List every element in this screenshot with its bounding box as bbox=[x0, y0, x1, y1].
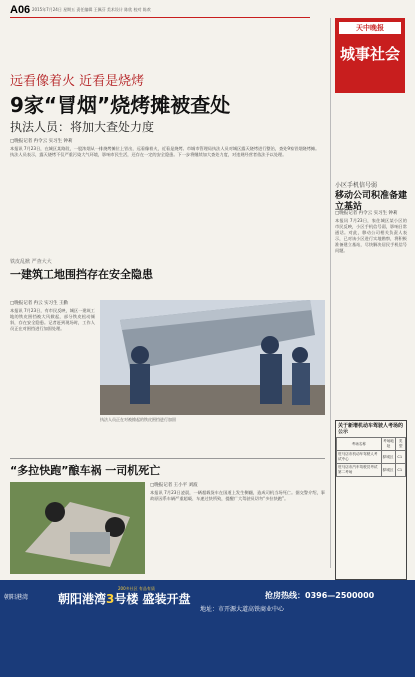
second-kicker: 铁皮乱掀 严查大大 bbox=[10, 259, 52, 265]
sidebar-article bbox=[335, 210, 407, 415]
lead-paragraph: 本报讯 7月23日，在城区某路段，一股浓烟从一排烧烤摊位上冒出，远看像着火，近看是烧烤。市城市管理局执法人员对城区露天烧烤进行整治，查处9家冒烟烧烤摊。 bbox=[10, 146, 320, 151]
notice-box bbox=[335, 420, 407, 580]
column-divider bbox=[330, 18, 331, 568]
table-cell: C1 bbox=[396, 451, 406, 464]
lead-article bbox=[10, 138, 320, 256]
crash-byline: □晚报记者 王小平 刘波 bbox=[150, 483, 198, 488]
crash-article bbox=[150, 482, 325, 574]
table-cell: 驿城区 bbox=[381, 464, 396, 477]
second-headline: 一建筑工地围挡存在安全隐患 bbox=[10, 268, 153, 281]
ad-brand-logo: 朝阳港湾 bbox=[4, 594, 29, 601]
newspaper-logo: 天中晚报 bbox=[339, 22, 401, 34]
advertisement-banner[interactable] bbox=[0, 580, 415, 677]
second-byline: □晚报记者 冉云 实习生 王勤 bbox=[10, 301, 69, 306]
page-code: A06 bbox=[10, 4, 31, 16]
table-cell: 驿城区 bbox=[381, 451, 396, 464]
news-photo-crash bbox=[10, 482, 145, 574]
ad-title-suffix: 号楼 盛装开盘 bbox=[114, 592, 191, 606]
ad-tagline: 200多社区 有品有质 bbox=[118, 586, 155, 591]
section-divider bbox=[10, 458, 325, 459]
table-row bbox=[337, 451, 406, 464]
crash-paragraph: 本报讯 7月23日凌晨，一辆超载货车在国道上发生侧翻，造成司机当场死亡。据交警介绍，事故原因系车辆严重超载、车速过快所致，提醒广大驾驶员切勿“多拉快跑”。 bbox=[150, 490, 325, 501]
table-row bbox=[337, 464, 406, 477]
lead-paragraph: 执法人员表示，露天烧烤不仅严重污染大气环境，影响市民生活，还存在一定的安全隐患。下一步将继续加大查处力度，对违规经营者依法予以处理。 bbox=[10, 152, 287, 157]
notice-table bbox=[336, 437, 406, 477]
lead-headline: 9家“冒烟”烧烤摊被查处 bbox=[10, 93, 231, 117]
date-line: 2015年7月24日 星期五 责任编辑 王佩芬 美术设计 陈欣 校对 陈欢 bbox=[32, 7, 151, 12]
ad-title-prefix: 朝阳港湾 bbox=[58, 592, 107, 606]
news-photo-fence bbox=[100, 300, 325, 415]
crash-headline: “多拉快跑”酿车祸 一司机死亡 bbox=[10, 464, 161, 477]
lead-subhead: 执法人员：将加大查处力度 bbox=[10, 120, 155, 134]
ad-title-number: 3 bbox=[106, 592, 115, 606]
ad-phone: 抢房热线：0396—2500000 bbox=[265, 591, 375, 600]
ad-address: 地址：市开源大道高铁商业中心 bbox=[200, 606, 285, 613]
crash-header bbox=[10, 462, 325, 478]
notice-title: 关于新增机动车驾驶人考场的公示 bbox=[338, 423, 404, 435]
lead-byline: □晚报记者 冉令云 实习生 钟莉 bbox=[10, 139, 73, 144]
sidebar-byline: □晚报记者 冉令云 实习生 钟莉 bbox=[335, 211, 398, 216]
ad-title bbox=[58, 590, 191, 607]
second-paragraph: 本报讯 7月23日，有市民反映，城区一建筑工地的铁皮围挡被大风掀起，部分铁皮松动倾斜，存在安全隐患。记者赶到现场时，工作人员正在对围挡进行加固处理。 bbox=[10, 308, 95, 331]
table-cell: 驻马店市机动车驾驶人考试中心 bbox=[337, 451, 382, 464]
page-header bbox=[10, 4, 405, 16]
section-title: 城事社会 bbox=[339, 45, 400, 63]
sidebar-kicker: 小区手机信号弱 bbox=[335, 182, 378, 189]
table-header-cell: 考场名称 bbox=[337, 438, 382, 451]
sidebar-headline: 移动公司积准备建立基站 bbox=[335, 191, 408, 212]
table-header-cell: 类型 bbox=[396, 438, 406, 451]
table-cell: 驻马店市汽车驾驶员考试第二考场 bbox=[337, 464, 382, 477]
sidebar-story bbox=[335, 180, 407, 213]
table-header-row bbox=[337, 438, 406, 451]
photo-caption: 执法人员正在对被掀起的铁皮围挡进行加固 bbox=[100, 417, 176, 422]
sidebar-paragraph: 本报讯 7月23日，家住城区某小区的市民反映，小区手机信号弱，影响日常通话。对此，移动公司相关负责人表示，已对该小区进行实地勘察，将积极准备建立基站，尽快解决居民手机信号问题。 bbox=[335, 218, 407, 253]
second-article bbox=[10, 300, 95, 450]
table-header-cell: 考场地址 bbox=[381, 438, 396, 451]
section-masthead bbox=[335, 18, 405, 93]
header-rule bbox=[10, 17, 310, 18]
table-cell: C1 bbox=[396, 464, 406, 477]
lead-kicker: 远看像着火 近看是烧烤 bbox=[10, 74, 145, 89]
